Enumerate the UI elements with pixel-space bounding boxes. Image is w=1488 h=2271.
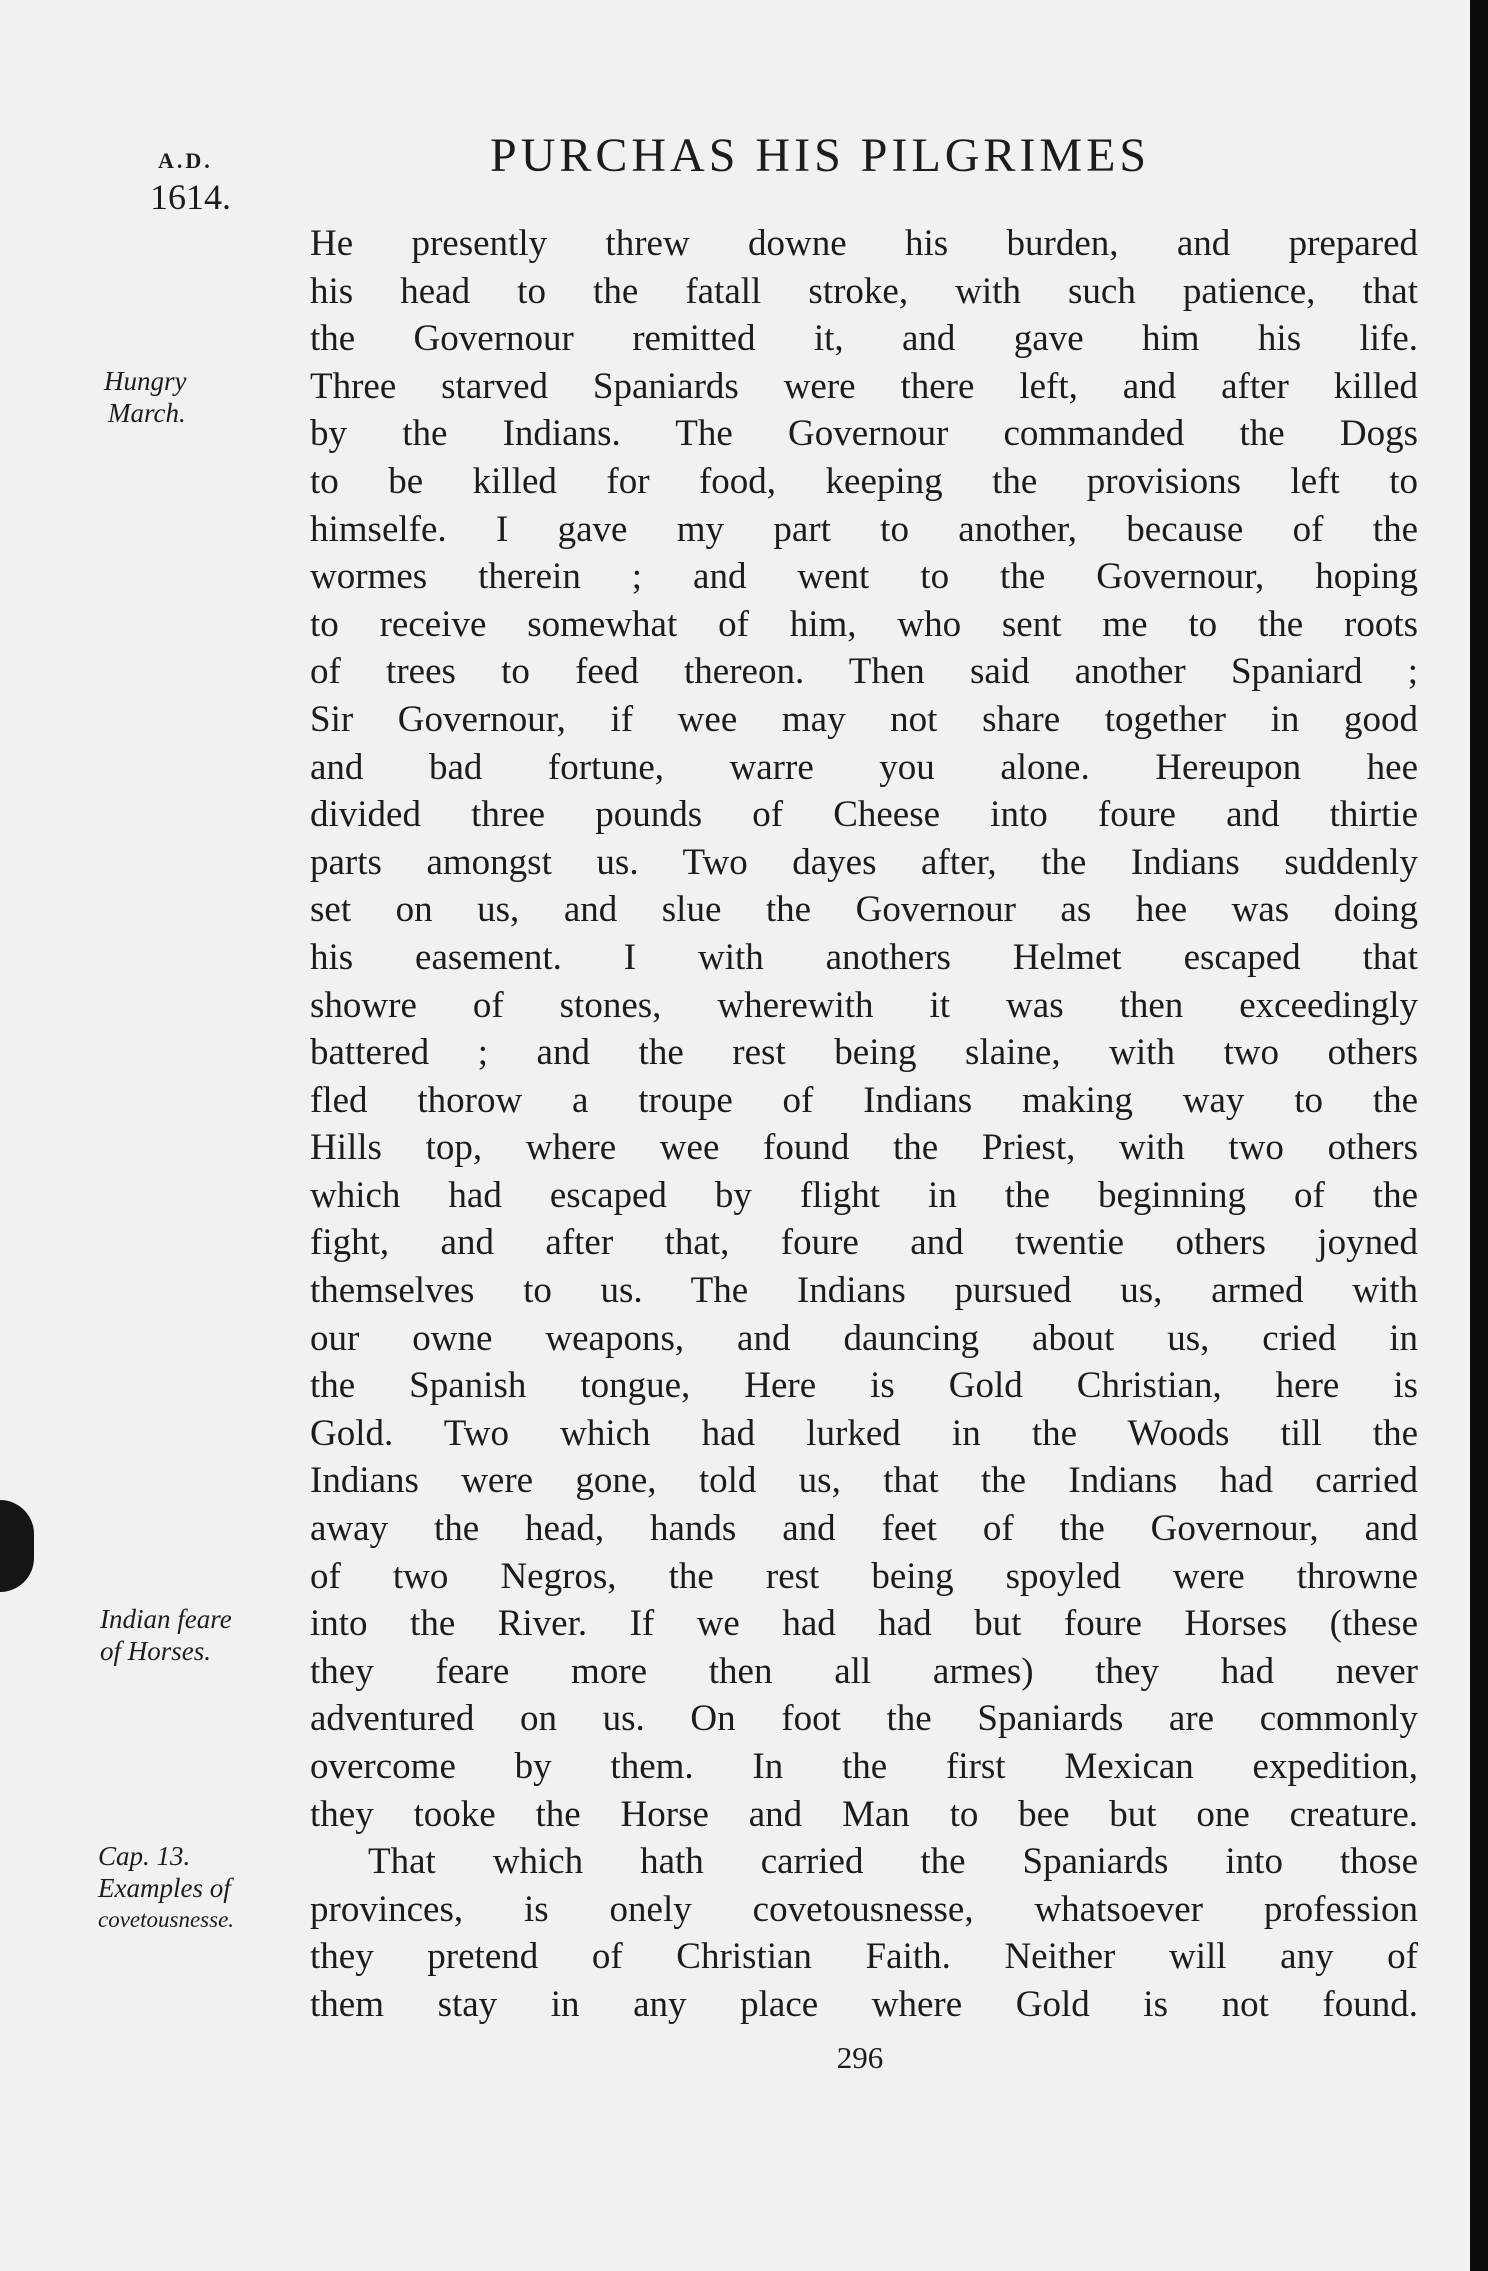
year-label: 1614. (150, 177, 231, 217)
text-line: of two Negros, the rest being spoyled were throwne (310, 1555, 1418, 1597)
text-line: Three starved Spaniards were there left, and after killed (310, 365, 1418, 407)
text-line: showre of stones, wherewith it was then exceedingly (310, 984, 1418, 1026)
running-title: PURCHAS HIS PILGRIMES (490, 129, 1151, 182)
sidenote-line: Indian feare (100, 1604, 232, 1634)
text-line: wormes therein ; and went to the Governour, hoping (310, 556, 1418, 598)
sidenote-indian-feare (100, 1603, 232, 1667)
text-line: our owne weapons, and dauncing about us, cried in (310, 1317, 1418, 1359)
text-line: to receive somewhat of him, who sent me to the roots (310, 603, 1418, 645)
sidenote-line: of Horses. (100, 1636, 212, 1666)
margin-date (150, 148, 270, 218)
text-line: adventured on us. On foot the Spaniards are commonly (310, 1698, 1418, 1740)
sidenote-line: covetousnesse. (98, 1907, 235, 1932)
text-line: into the River. If we had had but foure Horses (these (310, 1603, 1418, 1645)
text-line: they pretend of Christian Faith. Neither will any of (310, 1936, 1418, 1978)
text-line: they tooke the Horse and Man to bee but one creature. (310, 1793, 1418, 1835)
text-line: by the Indians. The Governour commanded the Dogs (310, 413, 1418, 455)
body-text (310, 220, 1418, 2029)
text-line: and bad fortune, warre you alone. Hereupon hee (310, 746, 1418, 788)
page-number: 296 (836, 2040, 884, 2075)
text-line: his head to the fatall stroke, with such patience, that (310, 270, 1418, 312)
text-line: himselfe. I gave my part to another, because of the (310, 508, 1418, 550)
text-line: of trees to feed thereon. Then said another Spaniard ; (310, 651, 1418, 693)
thumb-blot (0, 1500, 34, 1592)
sidenote-cap-13 (98, 1840, 234, 1936)
text-line: which had escaped by flight in the beginning of the (310, 1174, 1418, 1216)
era-label: A.D. (158, 148, 213, 173)
text-line: away the head, hands and feet of the Governour, and (310, 1508, 1418, 1550)
text-line: Indians were gone, told us, that the Indians had carried (310, 1460, 1418, 1502)
text-line: battered ; and the rest being slaine, with two others (310, 1032, 1418, 1074)
text-line: set on us, and slue the Governour as hee was doing (310, 889, 1418, 931)
sidenote-line: Hungry (104, 366, 187, 396)
sidenote-line: March. (108, 398, 186, 428)
text-line: them stay in any place where Gold is not found. (310, 1983, 1418, 2025)
text-line: to be killed for food, keeping the provisions left to (310, 460, 1418, 502)
text-line: He presently threw downe his burden, and prepared (310, 223, 1418, 264)
text-line: fled thorow a troupe of Indians making way to the (310, 1079, 1418, 1121)
text-line: the Governour remitted it, and gave him his life. (310, 318, 1418, 360)
text-line: That which hath carried the Spaniards into those (368, 1841, 1418, 1883)
text-line: Gold. Two which had lurked in the Woods till the (310, 1412, 1418, 1454)
text-line: his easement. I with anothers Helmet escaped that (310, 936, 1418, 978)
sidenote-hungry-march (104, 365, 187, 429)
sidenote-line: Cap. 13. (98, 1841, 191, 1871)
text-line: they feare more then all armes) they had never (310, 1650, 1418, 1692)
scan-edge-shadow (1470, 0, 1488, 2271)
text-line: provinces, is onely covetousnesse, whatsoever profession (310, 1888, 1418, 1930)
text-line: fight, and after that, foure and twentie others joyned (310, 1222, 1418, 1264)
text-line: overcome by them. In the first Mexican expedition, (310, 1746, 1418, 1787)
text-line: themselves to us. The Indians pursued us, armed with (310, 1270, 1418, 1312)
text-line: Sir Governour, if wee may not share together in good (310, 698, 1418, 740)
text-line: divided three pounds of Cheese into foure and thirtie (310, 794, 1418, 836)
sidenote-line: Examples of (98, 1873, 231, 1903)
text-line: Hills top, where wee found the Priest, with two others (310, 1127, 1418, 1169)
text-line: parts amongst us. Two dayes after, the Indians suddenly (310, 841, 1418, 883)
text-line: the Spanish tongue, Here is Gold Christian, here is (310, 1365, 1418, 1407)
